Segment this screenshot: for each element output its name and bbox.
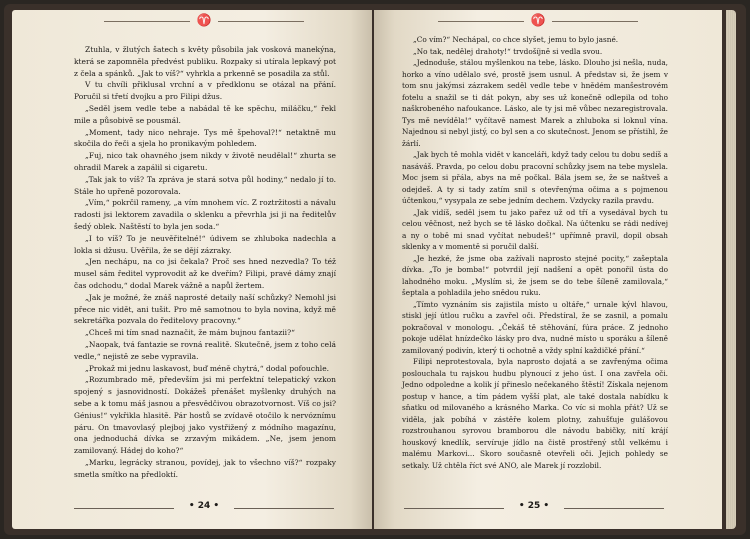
open-book bbox=[4, 4, 746, 535]
paragraph: Filipi neprotestovala, byla naprosto dojatá a se zavřenýma očima poslouchala tu rajskou hudbu plynoucí z jeho úst. I ona zavřela oči. Jedno odpoledne a kolik jí přineslo nečekaného štěstí! Získala nejenom postup v hance, a tím pádem vyšší plat, ale také dostala nabídku k sňatku od milovaného a krásného Marka. Co víc si mohla přát? Už se viděla, jak pobíhá v zástěře kolem plotny, zahušťuje gulášovou rozstrouhanou syrovou bramborou dle návodu babičky, nití krájí houskový knedlík, servíruje jídlo na čistě prostřený stůl velkému i malému Markovi... Skoro současně otevřeli oči. Jejich pohledy se setkaly. Už chtěla říct své ANO, ale Marek jí rozzlobil. bbox=[402, 357, 668, 470]
right-page bbox=[374, 10, 722, 529]
header-ornament bbox=[438, 14, 638, 30]
header-ornament bbox=[104, 14, 304, 30]
paragraph: „Co vím?“ Nechápal, co chce slyšet, jemu to bylo jasné. bbox=[413, 35, 619, 44]
paragraph: „Jen nechápu, na co jsi čekala? Proč ses hned nezvedla? To též musel sám ředitel vyprovodit až ke dveřím? Filipi, pravé dámy znají čas odchodu,“ dodal Marek vážně a napůl žertem. bbox=[74, 257, 336, 290]
page-number: • 25 • bbox=[518, 501, 550, 511]
page-number: • 24 • bbox=[188, 501, 220, 511]
paragraph: „Tímto vyznáním sis zajistila místo u oltáře,“ urnale kývl hlavou, stiskl její útlou ručku a zavřel oči. Předstíral, že se zasnil, a pomalu pokračoval v monologu. „Čekáš tě stěhování, fúra práce. Z jednoho pokoje udělat hnízdečko lásky pro dva, nudné místo u sporáku a šíleně zamilovaný podivín, který ti ochotně a vždy splní každičké přání.“ bbox=[402, 299, 668, 355]
paragraph: „Naopak, tvá fantazie se rovná realitě. Skutečně, jsem z toho celá vedle,“ nejistě ze sebe vypravila. bbox=[74, 339, 336, 361]
ornament-line bbox=[104, 21, 190, 22]
ornament-line bbox=[552, 21, 638, 22]
footer-rule bbox=[564, 508, 664, 509]
page-footer bbox=[404, 502, 664, 516]
ornament-line bbox=[438, 21, 524, 22]
ram-ornament-icon: ♈ bbox=[196, 13, 212, 27]
ornament-line bbox=[218, 21, 304, 22]
page-edges bbox=[726, 10, 736, 529]
paragraph: V tu chvíli přiklusal vrchní a v předklonu se otázal na přání. Poručil si třetí dvojku a pro Filipi džus. bbox=[74, 80, 336, 102]
left-page-text bbox=[74, 44, 336, 480]
paragraph: „Marku, legrácky stranou, povídej, jak to všechno víš?“ rozpaky smetla smítko na předloktí. bbox=[74, 457, 336, 479]
paragraph: „No tak, nedělej drahoty!“ trvdošíjně si vedla svou. bbox=[413, 46, 603, 56]
paragraph: „Tak jak to víš? Ta zpráva je stará sotva půl hodiny,“ nedalo jí to. Stále ho upřeně pozorovala. bbox=[74, 174, 336, 196]
ram-ornament-icon: ♈ bbox=[530, 13, 546, 27]
paragraph: „Vím,“ pokrčil rameny, „a vím mnohem víc. Z roztržitosti a návalu radosti jsi lektorem zavadila o sklenku a převrhla jsi ji na ředitelův šedý oblek. Naštěstí to byla jen soda.“ bbox=[74, 198, 336, 231]
paragraph: Ztuhla, v žlutých šatech s květy působila jak vosková manekýna, která se zapomněla předvést publiku. Rozpaky si utírala lepkavý pot z čela a spánků. „Jak to víš?“ vyhrkla a prkenně se posadila za stůl. bbox=[74, 45, 336, 78]
paragraph: „Je hezké, že jsme oba zažívali naprosto stejné pocity,“ zašeptala dívka. „To je bomba!“ potvrdil její nadšení a opět ponořil ústa do lahodného moku. „Myslím si, že jsem se do tebe šíleně zamilovala,“ šeptala a pohladila jeho snědou ruku. bbox=[402, 253, 668, 297]
paragraph: „Prokaž mi jednu laskavost, buď méně chytrá,“ dodal pofouchle. bbox=[85, 363, 330, 373]
paragraph: „Chceš mi tím snad naznačit, že mám bujnou fantazii?“ bbox=[85, 328, 295, 338]
paragraph: „Jak vidíš, seděl jsem tu jako pařez už od tří a vysedával bych tu celou věčnost, než bych se tě lásko dočkal. Na účtenku se rádi nedívej a ny o tobě mi snad vyčítat nebudeš!“ upřímně pravil, dopil obsah sklenky a v momentě si poručil další. bbox=[402, 207, 668, 251]
page-number-value: 25 bbox=[527, 501, 541, 511]
paragraph: „Seděl jsem vedle tebe a nabádal tě ke spěchu, miláčku,“ řekl mile a působivě se pousmál. bbox=[74, 103, 336, 125]
left-page bbox=[12, 10, 372, 529]
right-page-text bbox=[402, 34, 668, 471]
paragraph: „Jak bych tě mohla vidět v kanceláři, když tady celou tu dobu sedíš a nasáváš. Pravda, po celou dobu pracovní schůzky jsem na tebe myslela. Moc jsem si přála, abys na mě počkal. Bála jsem se, že se naštveš a odejdeš. A ty si tady zatím snil s otevřenýma očima a s pojmenou účtenkou,“ vysypala ze sebe jedním dechem. Vzdycky razila pravdu. bbox=[402, 150, 668, 205]
paragraph: „Fuj, nico tak ohavného jsem nikdy v životě neudělal!“ zhurta se ohradil Marek a zapálil si cigaretu. bbox=[74, 151, 336, 172]
footer-rule bbox=[234, 508, 334, 509]
paragraph: „I to víš? To je neuvěřitelné!“ údivem se zhluboka nadechla a lokla si džusu. Uvěřila, že se dějí zázraky. bbox=[74, 233, 336, 255]
page-number-value: 24 bbox=[197, 501, 211, 511]
paragraph: „Jak je možné, že znáš naprosté detaily naší schůzky? Nemohl jsi přece nic vidět, ani tušit. Pro mě samotnou to byla novina, když mě sekretářka pozvala do ředitelovy pracovny.“ bbox=[74, 292, 336, 326]
paragraph: „Moment, tady nico nehraje. Tys mě špehoval?!“ netaktně mu skočila do řeči a sjela ho pronikavým pohledem. bbox=[74, 127, 336, 149]
page-footer bbox=[74, 502, 334, 516]
paragraph: „Rozumbrado mě, především jsi mi perfektní telepatický vzkon spojený s jasnovidností. Dokážeš přenášet myšlenky druhých na sebe a k tomu máš jasnou a přesvědčivou obrazotvornost. Víš co jsi? Génius!“ vykřikla hlasitě. Pár hostů se zvídavě otočilo k nervóznímu páru. On tmavovlasý plejboj jako vystřižený z módního magazínu, ona jednoduchá dívka se zrzavým mikádem. „Ne, jsem jenom zamilovaný. Hádej do koho?“ bbox=[74, 375, 336, 456]
paragraph: „Jednoduše, stálou myšlenkou na tebe, lásko. Dlouho jsi nešla, nuda, horko a víno udělalo své, prostě jsem usnul. A představ si, že jsem v tom snu jakýmsi zázrakem seděl vedle tebe v hnědém manšestrovém fotelu a snažil se ti dát pokyn, aby ses už konečně odlepila od toho naškrobeného nafoukance. Lásko, ale ty jsi mě vůbec nezaregistrovala. Tys mě nevíděla!“ vyčítavě namest Marek a zhluboka si loknul vína. Najednou si nebyl jistý, co byl sen a co skutečnost. Jenom se přístihl, že žárlí. bbox=[402, 58, 668, 148]
